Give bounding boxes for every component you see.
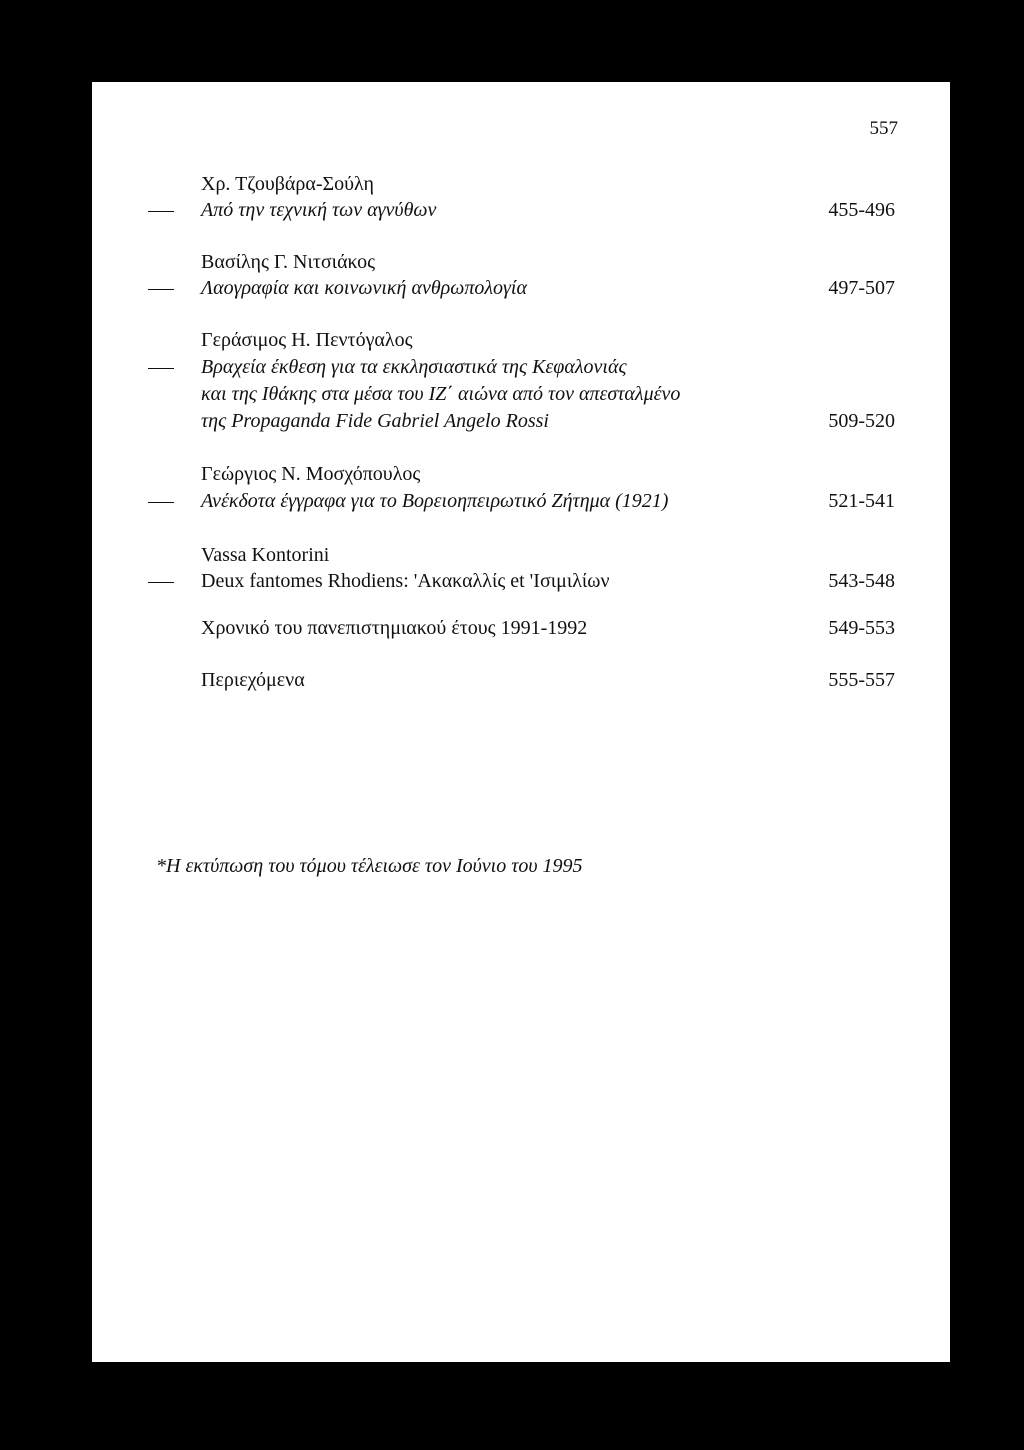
article-title: Από την τεχνική των αγνύθων <box>201 199 437 221</box>
toc-title-row <box>148 485 895 517</box>
article-title: Deux fantomes Rhodiens: 'Ακακαλλίς et 'Ισιμιλίων <box>201 570 610 592</box>
section-title: Περιεχόμενα <box>201 669 305 691</box>
page-range: 455-496 <box>828 199 895 221</box>
author-name: Βασίλης Γ. Νιτσιάκος <box>201 251 376 273</box>
article-title-line: Βραχεία έκθεση για τα εκκλησιαστικά της Κεφαλονιάς <box>201 356 627 378</box>
article-title: Ανέκδοτα έγγραφα για το Βορειοηπειρωτικό Ζήτημα (1921) <box>201 490 669 512</box>
page-range: 555-557 <box>828 669 895 691</box>
toc-title-row <box>148 272 895 304</box>
author-name: Γεώργιος Ν. Μοσχόπουλος <box>201 463 421 485</box>
em-dash <box>148 368 174 369</box>
document-page <box>92 82 950 1362</box>
section-title: Χρονικό του πανεπιστημιακού έτους 1991-1992 <box>201 617 588 639</box>
toc-title-row <box>148 664 895 696</box>
toc-title-row <box>148 612 895 644</box>
table-of-contents <box>92 82 950 1362</box>
page-range: 549-553 <box>828 617 895 639</box>
author-name: Γεράσιμος Η. Πεντόγαλος <box>201 329 413 351</box>
page-range: 543-548 <box>828 570 895 592</box>
article-title-line: και της Ιθάκης στα μέσα του ΙΖ΄ αιώνα από τον απεσταλμένο <box>201 383 681 405</box>
em-dash <box>148 289 174 290</box>
author-name: Vassa Kontorini <box>201 544 330 566</box>
article-title: Λαογραφία και κοινωνική ανθρωπολογία <box>201 277 527 299</box>
page-range: 497-507 <box>828 277 895 299</box>
author-name: Χρ. Τζουβάρα-Σούλη <box>201 173 375 195</box>
page-range: 521-541 <box>828 490 895 512</box>
toc-title-row <box>148 565 895 597</box>
article-title-line: της Propaganda Fide Gabriel Angelo Rossi <box>201 410 549 432</box>
page-number: 557 <box>869 118 898 139</box>
em-dash <box>148 502 174 503</box>
print-note: *Η εκτύπωση του τόμου τέλειωσε τον Ιούνιο του 1995 <box>156 855 583 877</box>
page-range: 509-520 <box>828 410 895 432</box>
toc-title-row <box>148 405 895 437</box>
em-dash <box>148 582 174 583</box>
em-dash <box>148 211 174 212</box>
toc-title-row <box>148 194 895 226</box>
